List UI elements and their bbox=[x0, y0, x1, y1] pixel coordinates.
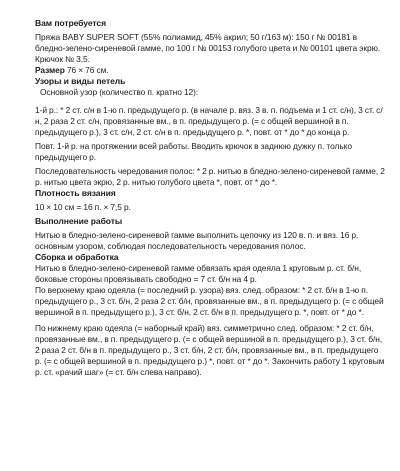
size-label: Размер bbox=[35, 65, 65, 75]
gauge-text: 10 × 10 см = 16 п. × 7,5 р. bbox=[35, 202, 131, 212]
gauge-heading: Плотность вязания bbox=[35, 188, 116, 198]
execution-text: Нитью в бледно-зелено-сиреневой гамме выполнить цепочку из 120 в. п. и вяз. 16 р. основным узором, соблюдая последовательность чередования полос. bbox=[35, 230, 359, 251]
yarn-text: Пряжа BABY SUPER SOFT (55% полиамид, 45% акрил; 50 г/163 м): 150 г № 00181 в бледно-зелено-сиреневой гамме, по 100 г № 00153 голубого цвета и № 00101 цвета экрю. bbox=[35, 32, 381, 53]
execution-heading: Выполнение работы bbox=[35, 216, 123, 226]
size-line bbox=[35, 65, 386, 76]
size-value: 76 × 76 см. bbox=[66, 65, 109, 75]
pattern-row-1: 1-й р.: * 2 ст. с/н в 1-ю п. предыдущего р. (в начале р. вяз. 3 в. п. подъема и 1 ст. с/н), 3 ст. с/н, 2 раза 2 ст. с/н, провязанные вм., в п. предыдущего р. (= с общей вершиной в п. предыдущего р.), 3 ст. с/н, 2 ст. с/н в п. предыдущего р. *, повт. от * до * до конца р. bbox=[35, 105, 383, 137]
assembly-heading: Сборка и обработка bbox=[35, 252, 119, 262]
assembly-bottom-edge: По нижнему краю одеяла (= наборный край) вяз. симметрично след. образом: * 2 ст. б/н, провязанные вм., в п. предыдущего р. (= с общей вершиной в п. предыдущего р.), 3 ст. б/н, 2 раза 2 ст. б/н в п. предыдущего р., 3 ст. б/н, 2 ст. б/н, провязанные вм., в п. предыдущего р. (= с общей вершиной в п. предыдущего р.) *, повт. от * до *. Закончить работу 1 круговым р. ст. «рачий шаг» (= ст. б/н слева направо). bbox=[35, 323, 385, 377]
stripe-sequence: Последовательность чередования полос: * 2 р. нитью в бледно-зелено-сиреневой гамме, 2 р. нитью цвета экрю, 2 р. нитью голубого цвета *, повт. от * до *. bbox=[35, 166, 385, 187]
hook-text: Крючок № 3,5. bbox=[35, 54, 90, 64]
main-pattern-intro: Основной узор (количество п. кратно 12): bbox=[40, 87, 199, 97]
patterns-heading: Узоры и виды петель bbox=[35, 76, 126, 86]
materials-heading: Вам потребуется bbox=[35, 18, 106, 28]
assembly-edge: Нитью в бледно-зелено-сиреневой гамме обвязать края одеяла 1 круговым р. ст. б/н, боковые стороны провязывать свободно = 7 ст. б/н на 4 р. bbox=[35, 263, 362, 284]
assembly-top-edge: По верхнему краю одеяла (= последний р. узора) вяз. след. образом: * 2 ст. б/н в 1-ю п. предыдущего р., 3 ст. б/н, 2 раза 2 ст. б/н, провязанные вм., в п. предыдущего р. (= с общей вершиной в п. предыдущего р.), 3 ст. б/н, 2 ст. б/н в п. предыдущего р. *, повт. от * до *. bbox=[35, 285, 384, 317]
pattern-repeat: Повт. 1-й р. на протяжении всей работы. Вводить крючок в заднюю дужку п. только предыдущего р. bbox=[35, 141, 352, 162]
